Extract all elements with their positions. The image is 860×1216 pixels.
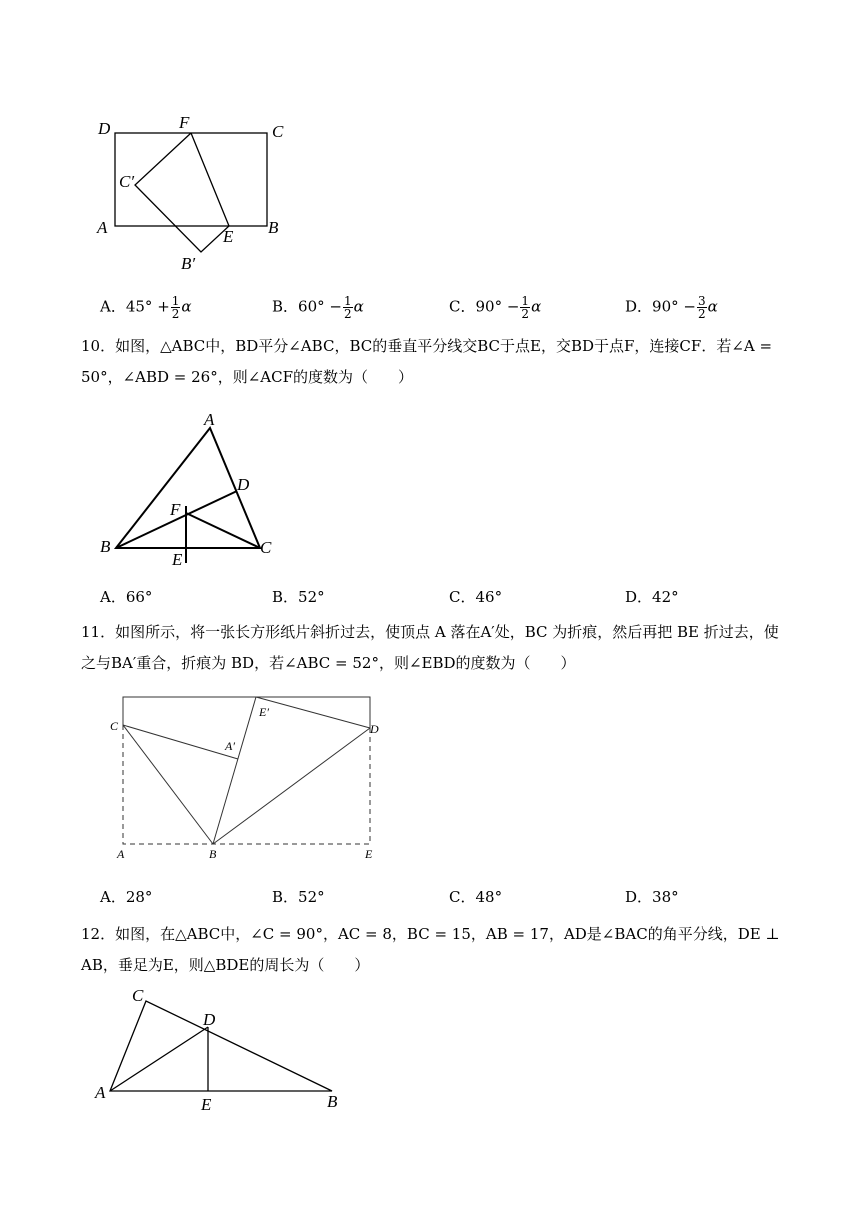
fraction: $\frac{1}{2}$ (343, 294, 352, 321)
label-E: E (201, 1095, 212, 1114)
crease-bd (213, 728, 370, 844)
label-D: D (237, 475, 250, 494)
label-E: E (223, 227, 234, 246)
q11-option-d[interactable]: D．38° (625, 888, 679, 906)
segment-fc (186, 513, 260, 548)
q10-option-c[interactable]: C．46° (449, 588, 503, 606)
label-B: B (268, 218, 279, 237)
q9-option-d[interactable]: D．90° − $\frac{3}{2}$ α (625, 294, 718, 321)
label-C: C (110, 719, 119, 733)
q11-option-a[interactable]: A．28° (100, 888, 153, 906)
figure-q11-svg (108, 690, 388, 865)
figure-q11 (108, 690, 388, 865)
crease-bc (123, 725, 213, 844)
triangle-abc (110, 1001, 332, 1091)
label-B: B (209, 847, 217, 861)
figure-q9 (95, 112, 295, 277)
figure-q12-svg (92, 985, 352, 1120)
label-C-prime: C′ (119, 172, 135, 191)
label-C: C (132, 986, 144, 1005)
label-D: D (203, 1010, 216, 1029)
q10-option-b[interactable]: B．52° (272, 588, 325, 606)
question-12-text: 12．如图，在△ABC中，∠C = 90°，AC = 8，BC = 15，AB = 17，AD是∠BAC的角平分线，DE ⊥ AB，垂足为E，则△BDE的周长为（ ） (81, 925, 780, 974)
label-A: A (117, 847, 125, 861)
q11-options (100, 886, 780, 912)
fraction: $\frac{1}{2}$ (171, 294, 180, 321)
q11-option-c[interactable]: C．48° (449, 888, 503, 906)
figure-q12 (92, 985, 352, 1120)
rectangle-top (123, 697, 370, 728)
label-E: E (365, 847, 373, 861)
segment-e-prime-d (256, 697, 370, 728)
q9-options (100, 295, 780, 321)
label-A: A (204, 410, 215, 429)
segment-be-prime (213, 697, 256, 844)
label-C: C (260, 538, 272, 557)
label-F: F (179, 113, 190, 132)
fraction: $\frac{1}{2}$ (521, 294, 530, 321)
segment-ca-prime (123, 725, 238, 759)
label-D: D (98, 119, 111, 138)
q10-options (100, 586, 780, 612)
label-C: C (272, 122, 284, 141)
label-A: A (95, 1083, 106, 1102)
fraction: $\frac{3}{2}$ (697, 294, 706, 321)
label-E-prime: E′ (259, 705, 269, 719)
label-E: E (172, 550, 183, 569)
q10-option-d[interactable]: D．42° (625, 588, 679, 606)
label-A-prime: A′ (225, 739, 235, 753)
q10-option-a[interactable]: A．66° (100, 588, 153, 606)
q11-option-b[interactable]: B．52° (272, 888, 325, 906)
label-D: D (370, 722, 379, 736)
figure-q10-svg (98, 410, 288, 570)
q9-option-c[interactable]: C．90° − $\frac{1}{2}$ α (449, 294, 542, 321)
bisector-ad (110, 1027, 208, 1091)
original-rectangle-dashed (123, 725, 370, 844)
label-B: B (100, 537, 111, 556)
label-B: B (327, 1092, 338, 1111)
q9-option-b[interactable]: B．60° − $\frac{1}{2}$ α (272, 294, 364, 321)
folded-quad (135, 133, 229, 252)
label-B-prime: B′ (181, 254, 196, 273)
label-F: F (170, 500, 181, 519)
figure-q9-svg (95, 112, 295, 277)
rectangle-abcd (115, 133, 267, 226)
figure-q10 (98, 410, 288, 570)
question-11-text: 11．如图所示，将一张长方形纸片斜折过去，使顶点 A 落在A′处，BC 为折痕，然后再把 BE 折过去，使之与BA′重合，折痕为 BD，若∠ABC = 52°，则∠EBD的度数为（ ） (81, 623, 779, 672)
label-A: A (97, 218, 108, 237)
q9-option-a[interactable]: A．45° + $\frac{1}{2}$ α (100, 294, 192, 321)
question-10-text: 10．如图，△ABC中，BD平分∠ABC，BC的垂直平分线交BC于点E，交BD于点F，连接CF．若∠A = 50°，∠ABD = 26°，则∠ACF的度数为（ ） (81, 337, 773, 386)
